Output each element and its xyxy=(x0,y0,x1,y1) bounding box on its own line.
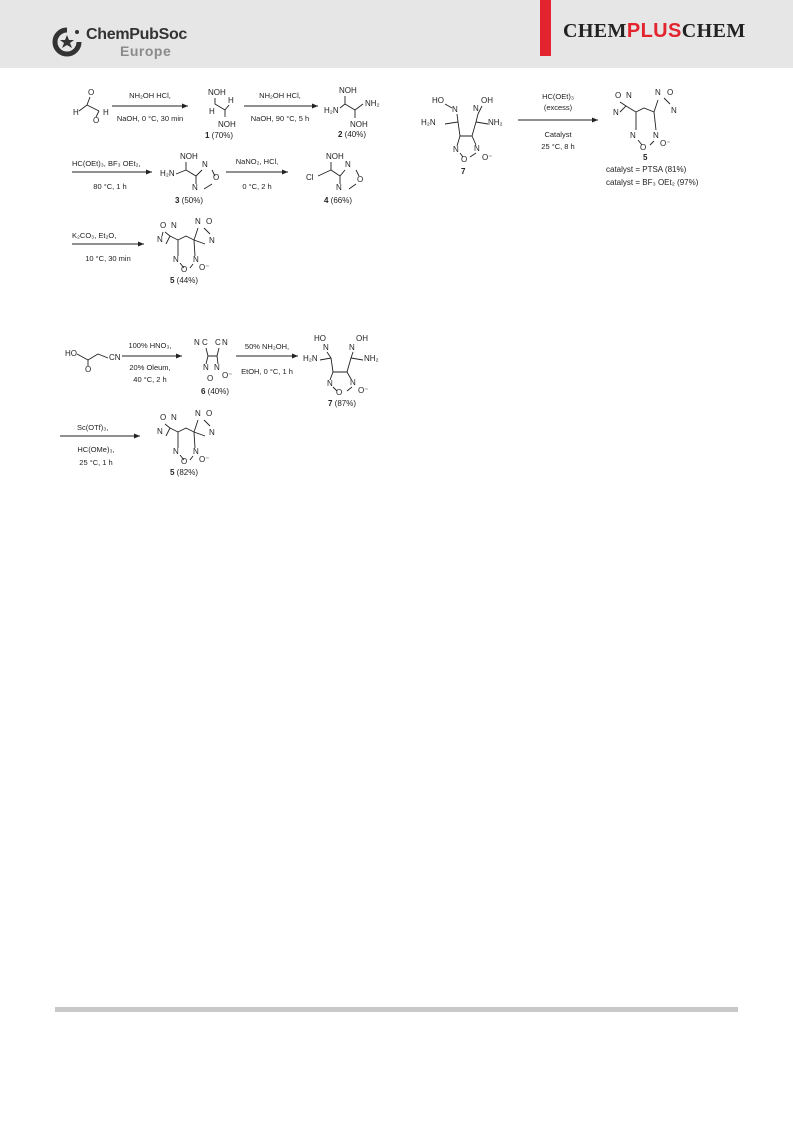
compound-5-label: 5 xyxy=(643,153,648,162)
bond xyxy=(320,352,363,372)
scheme-a xyxy=(72,86,380,285)
atom-C: C xyxy=(215,338,221,347)
step3-bottom1: HC(OMe)₃, xyxy=(77,445,115,454)
step-top1: HC(OEt)₃ xyxy=(542,92,574,101)
atom-H2N: H₂N xyxy=(160,169,175,178)
atom-O: O xyxy=(640,143,647,152)
footer-divider xyxy=(55,1007,738,1012)
catalyst-line2: catalyst = BF₃ OEt₂ (97%) xyxy=(606,178,699,187)
atom-N: N xyxy=(157,235,163,244)
atom-N: N xyxy=(345,160,351,169)
atom-O: O xyxy=(160,221,167,230)
page-header xyxy=(0,0,793,68)
compound-7-structure xyxy=(303,334,379,397)
compound-4-structure xyxy=(306,152,363,192)
atom-NH2: NH₂ xyxy=(365,99,380,108)
compound-5-structure xyxy=(613,88,677,152)
atom-N: N xyxy=(193,447,199,456)
atom-N: N xyxy=(195,409,201,418)
step-bottom2: 25 °C, 8 h xyxy=(541,142,575,151)
compound-6-structure xyxy=(194,338,232,383)
atom-O: O xyxy=(213,173,220,182)
compound-1-label: 1 (70%) xyxy=(205,131,234,140)
bond xyxy=(620,98,670,112)
atom-N: N xyxy=(671,106,677,115)
atom-CN: CN xyxy=(109,353,121,362)
compound-5-label: 5 (82%) xyxy=(170,468,199,477)
bond xyxy=(215,98,225,117)
step1-bottom1: 20% Oleum, xyxy=(129,363,171,372)
compound-2-structure xyxy=(324,86,380,129)
step4-bottom: 0 °C, 2 h xyxy=(242,182,272,191)
journal-title-part1: CHEM xyxy=(563,20,627,42)
scheme-c xyxy=(60,334,379,477)
atom-NOH: NOH xyxy=(339,86,357,95)
atom-O: O xyxy=(615,91,622,100)
atom-NH2: NH₂ xyxy=(488,118,503,127)
atom-O: O xyxy=(181,265,188,274)
atom-O: O xyxy=(461,155,468,164)
atom-H: H xyxy=(73,108,79,117)
atom-HO: HO xyxy=(314,334,326,343)
compound-7-label: 7 (87%) xyxy=(328,399,357,408)
arrow-head xyxy=(138,242,144,247)
atom-N: N xyxy=(222,338,228,347)
atom-O-minus: O⁻ xyxy=(358,386,369,395)
step1-top: NH₂OH HCl, xyxy=(129,91,171,100)
atom-N: N xyxy=(202,160,208,169)
step3-bottom2: 25 °C, 1 h xyxy=(79,458,113,467)
atom-O: O xyxy=(85,365,92,374)
bond xyxy=(77,354,108,366)
atom-NOH: NOH xyxy=(326,152,344,161)
compound-6-label: 6 (40%) xyxy=(201,387,230,396)
step1-bottom2: 40 °C, 2 h xyxy=(133,375,167,384)
compound-3-label: 3 (50%) xyxy=(175,196,204,205)
atom-O: O xyxy=(667,88,674,97)
arrow-head xyxy=(592,118,598,123)
compound-5-structure xyxy=(157,409,215,466)
atom-H: H xyxy=(228,96,234,105)
atom-HO: HO xyxy=(65,349,77,358)
atom-H2N: H₂N xyxy=(324,106,339,115)
compound-3-structure xyxy=(160,152,219,192)
journal-title-plus: PLUS xyxy=(626,20,682,42)
compound-4-label: 4 (66%) xyxy=(324,196,353,205)
arrow-head xyxy=(134,434,140,439)
bond xyxy=(345,96,355,118)
step2-bottom: NaOH, 90 °C, 5 h xyxy=(250,114,310,123)
atom-O: O xyxy=(181,457,188,466)
bond xyxy=(176,162,186,174)
step5-bottom: 10 °C, 30 min xyxy=(85,254,131,263)
step2-top: 50% NH₂OH, xyxy=(244,342,290,351)
atom-N: N xyxy=(336,183,342,192)
catalyst-line1: catalyst = PTSA (81%) xyxy=(606,165,687,174)
bond xyxy=(318,162,331,176)
atom-N: N xyxy=(349,343,355,352)
atom-H2N: H₂N xyxy=(421,118,436,127)
atom-N: N xyxy=(173,255,179,264)
atom-HO: HO xyxy=(432,96,444,105)
cyanoacetic-acid-structure xyxy=(65,349,121,374)
atom-N: N xyxy=(203,363,209,372)
atom-N: N xyxy=(173,447,179,456)
step4-top: NaNO₂, HCl, xyxy=(235,157,279,166)
step1-bottom: NaOH, 0 °C, 30 min xyxy=(116,114,184,123)
atom-N: N xyxy=(653,131,659,140)
atom-O-minus: O⁻ xyxy=(222,371,233,380)
step1-top: 100% HNO₃, xyxy=(128,341,172,350)
atom-O: O xyxy=(206,409,213,418)
atom-O: O xyxy=(357,175,364,184)
step-bottom1: Catalyst xyxy=(544,130,572,139)
atom-N: N xyxy=(350,378,356,387)
atom-NOH: NOH xyxy=(208,88,226,97)
publisher-logo[interactable] xyxy=(52,25,188,65)
atom-N: N xyxy=(626,91,632,100)
atom-H2N: H₂N xyxy=(303,354,318,363)
step3-top: Sc(OTf)₃, xyxy=(77,423,109,432)
journal-red-bar xyxy=(540,0,551,56)
chempubsoc-logo-icon xyxy=(52,27,82,57)
bond xyxy=(186,170,215,189)
arrow-head xyxy=(146,170,152,175)
arrow-head xyxy=(282,170,288,175)
atom-N: N xyxy=(171,221,177,230)
atom-OH: OH xyxy=(356,334,368,343)
bond xyxy=(355,104,363,110)
glyoxal-structure xyxy=(73,88,109,125)
atom-N: N xyxy=(209,428,215,437)
atom-N: N xyxy=(452,105,458,114)
atom-Cl: Cl xyxy=(306,173,314,182)
atom-N: N xyxy=(474,144,480,153)
atom-NH2: NH₂ xyxy=(364,354,379,363)
atom-N: N xyxy=(195,217,201,226)
atom-NOH: NOH xyxy=(350,120,368,129)
atom-O: O xyxy=(93,116,100,125)
atom-N: N xyxy=(194,338,200,347)
bond xyxy=(194,228,210,244)
bond xyxy=(636,112,656,145)
atom-O-minus: O⁻ xyxy=(199,455,210,464)
atom-O-minus: O⁻ xyxy=(199,263,210,272)
step3-top: HC(OEt)₃, BF₃ OEt₂, xyxy=(72,159,141,168)
journal-title[interactable] xyxy=(563,20,746,43)
publisher-name: ChemPubSoc xyxy=(86,26,188,43)
bond xyxy=(87,97,90,105)
atom-H: H xyxy=(103,108,109,117)
step2-bottom: EtOH, 0 °C, 1 h xyxy=(241,367,293,376)
compound-7-label: 7 xyxy=(461,167,466,176)
atom-N: N xyxy=(323,343,329,352)
atom-O: O xyxy=(336,388,343,397)
atom-NOH: NOH xyxy=(180,152,198,161)
bond xyxy=(165,424,194,436)
compound-2-label: 2 (40%) xyxy=(338,130,367,139)
atom-C: C xyxy=(202,338,208,347)
atom-OH: OH xyxy=(481,96,493,105)
atom-N: N xyxy=(327,379,333,388)
step-top2: (excess) xyxy=(543,103,573,112)
atom-N: N xyxy=(453,145,459,154)
reaction-schemes xyxy=(0,68,793,518)
compound-5-structure xyxy=(157,217,215,274)
atom-N: N xyxy=(473,104,479,113)
atom-N: N xyxy=(193,255,199,264)
bond xyxy=(206,348,219,364)
compound-7-structure xyxy=(421,96,503,164)
atom-N: N xyxy=(209,236,215,245)
atom-O-minus: O⁻ xyxy=(482,153,493,162)
journal-title-part3: CHEM xyxy=(681,20,746,42)
bond xyxy=(225,105,229,110)
atom-O: O xyxy=(207,374,214,383)
compound-1-structure xyxy=(208,88,236,129)
atom-O: O xyxy=(160,413,167,422)
arrow-head xyxy=(176,354,182,359)
bond xyxy=(79,105,99,111)
atom-N: N xyxy=(655,88,661,97)
compound-5-label: 5 (44%) xyxy=(170,276,199,285)
atom-N: N xyxy=(157,427,163,436)
step5-top: K₂CO₃, Et₂O, xyxy=(72,231,117,240)
step2-top: NH₂OH HCl, xyxy=(259,91,301,100)
atom-N: N xyxy=(630,131,636,140)
arrow-head xyxy=(182,104,188,109)
atom-NOH: NOH xyxy=(218,120,236,129)
atom-O-minus: O⁻ xyxy=(660,139,671,148)
arrow-head xyxy=(312,104,318,109)
atom-N: N xyxy=(171,413,177,422)
atom-N: N xyxy=(613,108,619,117)
publisher-sub: Europe xyxy=(120,43,172,59)
atom-H: H xyxy=(209,107,215,116)
atom-O: O xyxy=(206,217,213,226)
atom-O: O xyxy=(88,88,95,97)
scheme-b xyxy=(421,88,699,187)
bond xyxy=(194,420,210,436)
step3-bottom: 80 °C, 1 h xyxy=(93,182,127,191)
arrow-head xyxy=(292,354,298,359)
atom-N: N xyxy=(214,363,220,372)
bond xyxy=(340,104,345,108)
atom-N: N xyxy=(192,183,198,192)
